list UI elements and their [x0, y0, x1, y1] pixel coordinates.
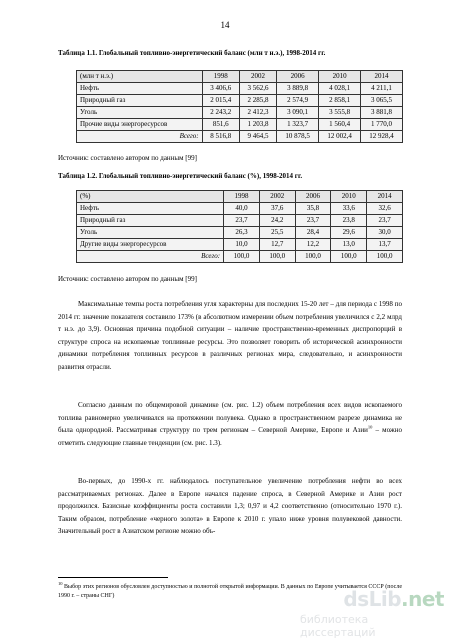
table-row: [77, 227, 403, 239]
table-cell: 2 412,3: [239, 107, 276, 119]
table-cell: 3 555,8: [319, 107, 361, 119]
table-cell: 100,0: [367, 251, 403, 263]
table-cell: 12,7: [259, 239, 295, 251]
table-cell: 35,8: [295, 203, 331, 215]
paragraph-text: Согласно данным по общемировой динамике (см. рис. 1.2) объем потребления всех видов ископаемого топлива равномерно увеличивался на протяжении полувека. Однако в пространственном разрезе динамика не была однородной. Рассматривая структуру по трем регионам – Северной Америке, Европе и Азии: [58, 401, 402, 434]
table1: [76, 70, 403, 143]
watermark-logo: [343, 587, 444, 611]
table-cell: 24,2: [259, 215, 295, 227]
table-cell: 1 323,7: [277, 119, 319, 131]
footnote-reference[interactable]: 10: [367, 424, 373, 430]
table-row: [77, 215, 403, 227]
row-label: Природный газ: [77, 95, 203, 107]
table-header-cell: 2006: [277, 71, 319, 83]
table-cell: 33,6: [331, 203, 367, 215]
table-cell: 23,8: [331, 215, 367, 227]
table-cell: 12 928,4: [361, 131, 403, 143]
table-row: [77, 107, 403, 119]
table-cell: 10 878,5: [277, 131, 319, 143]
row-label: Нефть: [77, 83, 203, 95]
table-cell: 3 090,1: [277, 107, 319, 119]
table-header-cell: (%): [77, 191, 224, 203]
table-cell: 2 243,2: [202, 107, 239, 119]
table-row: [77, 203, 403, 215]
table-cell: 32,6: [367, 203, 403, 215]
table-cell: 100,0: [259, 251, 295, 263]
table1-source: Источник: составлено автором по данным [99]: [58, 154, 197, 162]
table2-source: Источник: составлено автором по данным [99]: [58, 275, 197, 283]
table1-caption: Таблица 1.1. Глобальный топливно-энергетический баланс (млн т н.э.), 1998-2014 гг.: [58, 49, 326, 57]
table-cell: 2 858,1: [319, 95, 361, 107]
total-label: Всего:: [77, 131, 203, 143]
table-header-cell: 2010: [319, 71, 361, 83]
table-total-row: [77, 251, 403, 263]
table-header-row: [77, 191, 403, 203]
body-paragraph: Максимальные темпы роста потребления угля характерны для последних 15-20 лет – для периода с 1998 по 2014 гг. значение показателя составило 173% (в абсолютном измерении объем потребления увеличился с 2,2 млрд т н.э. до 3,9). Основная причина подобной ситуации – наличие пространственно-временных диспропорций в структуре спроса на ископаемые топливные ресурсы. Это позволяет говорить об исторической асинхронности динамики потребления топливных ресурсов в различных регионах мира, следовательно, и асинхронности развития отрасли.: [58, 300, 402, 371]
table-cell: 3 881,8: [361, 107, 403, 119]
row-label: Уголь: [77, 107, 203, 119]
row-label: Другие виды энергоресурсов: [77, 239, 224, 251]
table-header-cell: 2014: [367, 191, 403, 203]
table-cell: 100,0: [224, 251, 260, 263]
table-header-cell: 2002: [239, 71, 276, 83]
table2-caption: Таблица 1.2. Глобальный топливно-энергетический баланс (%), 1998-2014 гг.: [58, 172, 303, 180]
table-cell: 37,6: [259, 203, 295, 215]
table-cell: 100,0: [295, 251, 331, 263]
table-header-cell: (млн т н.э.): [77, 71, 203, 83]
table-cell: 12 002,4: [319, 131, 361, 143]
body-paragraph: Во-первых, до 1990-х гг. наблюдалось поступательное увеличение потребления нефти во всех рассматриваемых регионах. Далее в Европе начался падение спроса, в Северной Америке и Азии рост продолжился. Базисные коэффициенты роста составили 1,3; 0,97 и 4,2 соответственно (относительно 1970 г.). Таким образом, потребление «черного золота» в Европе к 2010 г. упало ниже уровня полувековой давности. Значительный рост в Азиатском регионе можно объ-: [58, 477, 402, 535]
table-header-cell: 2006: [295, 191, 331, 203]
table-cell: 8 516,8: [202, 131, 239, 143]
table-cell: 2 574,9: [277, 95, 319, 107]
footnote-text: Выбор этих регионов обусловлен доступностью и полнотой открытой информации. В данных по Европе учитывается СССР (после 1990 г. – страны СНГ): [58, 584, 402, 599]
watermark: [300, 587, 446, 639]
table-header-cell: 1998: [202, 71, 239, 83]
table-cell: 1 770,0: [361, 119, 403, 131]
table-cell: 13,0: [331, 239, 367, 251]
footnote-divider: [58, 577, 168, 578]
table-cell: 30,0: [367, 227, 403, 239]
table-cell: 3 065,5: [361, 95, 403, 107]
table-cell: 100,0: [331, 251, 367, 263]
table-header-row: [77, 71, 403, 83]
table-cell: 13,7: [367, 239, 403, 251]
table-total-row: [77, 131, 403, 143]
table-cell: 2 285,8: [239, 95, 276, 107]
table-cell: 25,5: [259, 227, 295, 239]
table-cell: 3 562,6: [239, 83, 276, 95]
table-cell: 4 028,1: [319, 83, 361, 95]
table-header-cell: 2002: [259, 191, 295, 203]
table-cell: 40,0: [224, 203, 260, 215]
table-row: [77, 239, 403, 251]
table-cell: 29,6: [331, 227, 367, 239]
table-cell: 3 406,6: [202, 83, 239, 95]
table-header-cell: 1998: [224, 191, 260, 203]
table-cell: 2 015,4: [202, 95, 239, 107]
table-cell: 23,7: [295, 215, 331, 227]
table-header-cell: 2014: [361, 71, 403, 83]
table-cell: 3 889,8: [277, 83, 319, 95]
row-label: Уголь: [77, 227, 224, 239]
table-cell: 1 560,4: [319, 119, 361, 131]
table-row: [77, 95, 403, 107]
table-cell: 26,3: [224, 227, 260, 239]
total-label: Всего:: [77, 251, 224, 263]
table-cell: 10,0: [224, 239, 260, 251]
table-row: [77, 119, 403, 131]
table-cell: 12,2: [295, 239, 331, 251]
table-row: [77, 83, 403, 95]
table-cell: 23,7: [367, 215, 403, 227]
row-label: Нефть: [77, 203, 224, 215]
paragraph-text: – можно отметить следующие главные тенденции (см. рис. 1.3).: [58, 426, 402, 447]
table-cell: 28,4: [295, 227, 331, 239]
table-cell: 23,7: [224, 215, 260, 227]
body-paragraph: [58, 399, 402, 449]
table-header-cell: 2010: [331, 191, 367, 203]
footnote-marker: 10: [58, 581, 63, 586]
table2: [76, 190, 403, 263]
row-label: Прочие виды энергоресурсов: [77, 119, 203, 131]
page-number: 14: [220, 20, 230, 30]
table-cell: 1 203,8: [239, 119, 276, 131]
watermark-subtitle: библиотека диссертаций: [300, 613, 376, 639]
watermark-logo-domain: .net: [401, 587, 444, 611]
row-label: Природный газ: [77, 215, 224, 227]
table-cell: 9 464,5: [239, 131, 276, 143]
table-cell: 4 211,1: [361, 83, 403, 95]
table-cell: 851,6: [202, 119, 239, 131]
watermark-logo-main: dsLib: [343, 587, 402, 611]
